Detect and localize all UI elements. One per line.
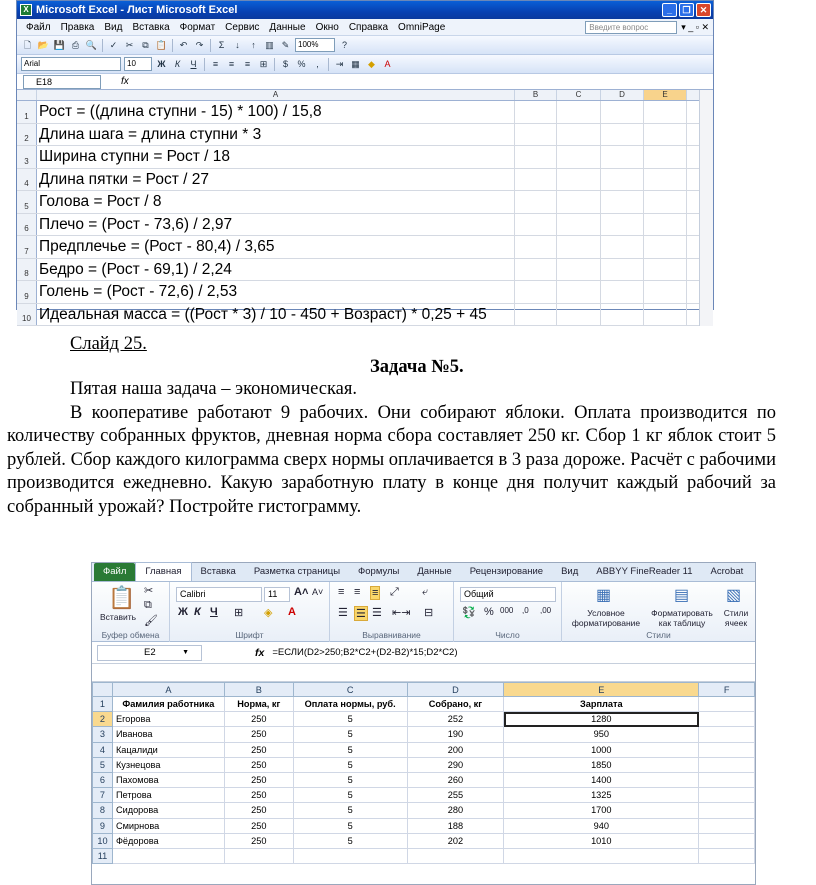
cell[interactable]: 5 bbox=[293, 772, 407, 787]
chevron-down-icon[interactable]: ▼ bbox=[182, 648, 189, 656]
fx-icon[interactable]: fx bbox=[121, 76, 129, 87]
format-painter-icon[interactable]: 🖌 bbox=[144, 615, 158, 627]
col-header-d[interactable]: D bbox=[601, 90, 644, 100]
cell[interactable]: 5 bbox=[293, 742, 407, 757]
group-label: Число bbox=[495, 630, 520, 640]
row-number[interactable]: 5 bbox=[17, 191, 37, 213]
borders-icon[interactable]: ⊞ bbox=[234, 607, 244, 619]
table-row bbox=[17, 214, 713, 237]
underline-icon[interactable]: Ч bbox=[210, 606, 218, 618]
col-header-b[interactable]: B bbox=[515, 90, 557, 100]
header-cell[interactable]: Норма, кг bbox=[224, 697, 293, 712]
maximize-button[interactable]: ❐ bbox=[679, 3, 694, 17]
paragraph-intro: Пятая наша задача – экономическая. bbox=[70, 379, 358, 399]
sheet-grid bbox=[17, 90, 713, 326]
align-left-icon[interactable]: ☰ bbox=[338, 607, 348, 619]
cell[interactable]: 188 bbox=[407, 818, 504, 833]
name-box[interactable]: E18 bbox=[23, 75, 101, 89]
sheet-grid bbox=[92, 682, 755, 864]
tab-data[interactable]: Данные bbox=[417, 566, 452, 577]
select-all-corner[interactable] bbox=[93, 683, 113, 697]
redo-icon[interactable]: ↷ bbox=[195, 39, 204, 50]
number-format-select[interactable]: Общий bbox=[460, 587, 556, 602]
row-number[interactable]: 7 bbox=[17, 236, 37, 258]
cell[interactable]: 252 bbox=[407, 712, 504, 727]
bold-icon[interactable]: Ж bbox=[157, 58, 166, 69]
group-styles bbox=[562, 582, 755, 642]
col-header-e[interactable]: E bbox=[644, 90, 687, 100]
format-toolbar bbox=[17, 55, 713, 74]
cell[interactable] bbox=[699, 803, 755, 818]
doc-window-controls[interactable]: ▾ _ ▫ ✕ bbox=[681, 21, 709, 32]
chart-icon[interactable]: ▥ bbox=[265, 39, 274, 50]
help-icon[interactable]: ? bbox=[341, 39, 347, 50]
cell[interactable] bbox=[112, 848, 224, 863]
font-select[interactable]: Arial bbox=[21, 57, 121, 71]
col-header-b[interactable]: B bbox=[224, 683, 293, 697]
menu-tools[interactable]: Сервис bbox=[225, 21, 260, 33]
cell[interactable]: 1700 bbox=[504, 803, 699, 818]
increase-decimal-icon[interactable]: ,0 bbox=[522, 606, 529, 615]
cell[interactable] bbox=[224, 848, 293, 863]
cell[interactable]: Кацалиди bbox=[112, 742, 224, 757]
sort-desc-icon[interactable]: ↑ bbox=[251, 39, 256, 50]
decrease-decimal-icon[interactable]: ,00 bbox=[540, 606, 552, 615]
cell[interactable]: 250 bbox=[224, 727, 293, 742]
header-cell[interactable]: Оплата нормы, руб. bbox=[293, 697, 407, 712]
cell[interactable]: 250 bbox=[224, 833, 293, 848]
tab-page-layout[interactable]: Разметка страницы bbox=[253, 566, 341, 577]
cell[interactable]: 940 bbox=[504, 818, 699, 833]
cell[interactable]: 5 bbox=[293, 803, 407, 818]
cell[interactable]: 250 bbox=[224, 772, 293, 787]
col-header-c[interactable]: C bbox=[293, 683, 407, 697]
fill-color-icon[interactable]: ◆ bbox=[368, 58, 375, 69]
group-label: Выравнивание bbox=[362, 630, 421, 640]
table-row bbox=[17, 146, 713, 169]
col-header-e[interactable]: E bbox=[504, 683, 699, 697]
excel-2010-window bbox=[91, 562, 756, 885]
cell-styles-icon[interactable]: ▧ bbox=[726, 587, 742, 604]
cell[interactable]: Смирнова bbox=[112, 818, 224, 833]
paste-button[interactable]: Вставить bbox=[100, 612, 137, 622]
excel-2003-window bbox=[16, 0, 714, 323]
cell[interactable] bbox=[699, 727, 755, 742]
col-header-f[interactable]: F bbox=[699, 683, 755, 697]
new-icon[interactable]: 🗋 bbox=[23, 39, 32, 50]
cell[interactable]: Идеальная масса = ((Рост * 3) / 10 - 450 + Возраст) * 0,25 + 45 bbox=[37, 304, 515, 326]
select-all-corner[interactable] bbox=[17, 90, 37, 100]
col-header-c[interactable]: C bbox=[557, 90, 601, 100]
name-box-value: E2 bbox=[144, 646, 156, 658]
cell[interactable] bbox=[699, 697, 755, 712]
tab-view[interactable]: Вид bbox=[561, 566, 579, 577]
tab-insert[interactable]: Вставка bbox=[200, 566, 236, 577]
cell[interactable]: 5 bbox=[293, 712, 407, 727]
cell[interactable]: Бедро = (Рост - 69,1) / 2,24 bbox=[37, 259, 515, 281]
row-number[interactable]: 1 bbox=[93, 697, 113, 712]
align-bottom-icon[interactable]: ≡ bbox=[372, 587, 379, 599]
table-row bbox=[17, 304, 713, 327]
menu-data[interactable]: Данные bbox=[269, 21, 306, 33]
cell[interactable]: 250 bbox=[224, 742, 293, 757]
task-title: Задача №5. bbox=[370, 357, 464, 377]
cell[interactable]: 250 bbox=[224, 788, 293, 803]
table-row bbox=[17, 124, 713, 147]
col-header-a[interactable]: A bbox=[112, 683, 224, 697]
column-headers bbox=[93, 683, 755, 697]
title-bar bbox=[17, 1, 713, 19]
row-number[interactable]: 8 bbox=[17, 259, 37, 281]
shrink-font-icon[interactable]: A˅ bbox=[312, 587, 324, 597]
slide-label: Слайд 25. bbox=[70, 334, 147, 354]
cell[interactable]: Длина шага = длина ступни * 3 bbox=[37, 124, 515, 146]
paragraph-problem: В кооперативе работают 9 рабочих. Они собирают яблоки. Оплата производится по количеству собранных фруктов, дневная норма сбора составляет 250 кг. Сбор 1 кг яблок стоит 5 рублей. Сбор каждого килограмма сверх нормы оплачивается в 3 раза дороже. Расчёт с рабочими производится ежедневно. Какую заработную плату в конце дня получит каждый рабочий за собранный урожай? Постройте гистограмму. bbox=[7, 403, 776, 517]
group-font bbox=[170, 582, 330, 642]
row-number[interactable]: 6 bbox=[93, 772, 113, 787]
row-number[interactable]: 2 bbox=[93, 712, 113, 727]
group-clipboard bbox=[92, 582, 170, 642]
paste-icon[interactable]: 📋 bbox=[155, 39, 168, 50]
table-row bbox=[17, 281, 713, 304]
cell[interactable]: 250 bbox=[224, 803, 293, 818]
cell[interactable] bbox=[699, 772, 755, 787]
tab-file[interactable]: Файл bbox=[94, 563, 135, 581]
formula-bar-expanded bbox=[92, 664, 755, 682]
cell[interactable]: Пахомова bbox=[112, 772, 224, 787]
cell[interactable]: 1850 bbox=[504, 757, 699, 772]
cell[interactable]: Плечо = (Рост - 73,6) / 2,97 bbox=[37, 214, 515, 236]
font-color-icon[interactable]: A bbox=[384, 58, 391, 69]
cut-icon[interactable]: ✂ bbox=[125, 39, 134, 50]
open-icon[interactable]: 📂 bbox=[37, 39, 50, 50]
menu-file[interactable]: Файл bbox=[26, 21, 51, 33]
tab-acrobat[interactable]: Acrobat bbox=[710, 566, 744, 577]
cell[interactable]: 280 bbox=[407, 803, 504, 818]
cell[interactable] bbox=[699, 848, 755, 863]
header-cell[interactable]: Собрано, кг bbox=[407, 697, 504, 712]
zoom-select[interactable]: 100% bbox=[295, 38, 335, 52]
menu-omnipage[interactable]: OmniPage bbox=[398, 21, 446, 33]
cell[interactable] bbox=[293, 848, 407, 863]
table-row bbox=[17, 236, 713, 259]
paste-icon[interactable]: 📋 bbox=[108, 585, 136, 610]
menu-view[interactable]: Вид bbox=[104, 21, 123, 33]
cell[interactable] bbox=[699, 818, 755, 833]
header-cell[interactable]: Зарплата bbox=[504, 697, 699, 712]
tab-abbyy[interactable]: ABBYY FineReader 11 bbox=[596, 566, 693, 577]
cell[interactable]: Петрова bbox=[112, 788, 224, 803]
table-row bbox=[93, 833, 755, 848]
italic-icon[interactable]: К bbox=[174, 58, 181, 69]
rows bbox=[17, 101, 713, 326]
copy-icon[interactable]: ⧉ bbox=[144, 599, 152, 611]
formula-bar bbox=[92, 642, 755, 664]
table-row bbox=[93, 772, 755, 787]
orientation-icon[interactable]: ⤢ bbox=[390, 586, 399, 598]
format-table-icon[interactable]: ▤ bbox=[674, 587, 690, 604]
row-number[interactable]: 9 bbox=[93, 818, 113, 833]
row-number[interactable]: 3 bbox=[17, 146, 37, 168]
table-row bbox=[93, 757, 755, 772]
cut-icon[interactable]: ✂ bbox=[144, 585, 154, 597]
tab-formulas[interactable]: Формулы bbox=[358, 566, 400, 577]
row-number[interactable]: 5 bbox=[93, 757, 113, 772]
cell[interactable]: 255 bbox=[407, 788, 504, 803]
thousands-icon[interactable]: 000 bbox=[500, 606, 514, 615]
cell[interactable]: Сидорова bbox=[112, 803, 224, 818]
percent-icon[interactable]: % bbox=[484, 606, 494, 618]
italic-icon[interactable]: К bbox=[194, 606, 201, 618]
cell[interactable]: 950 bbox=[504, 727, 699, 742]
cell[interactable] bbox=[699, 757, 755, 772]
merge-icon[interactable]: ⊞ bbox=[259, 58, 268, 69]
cell[interactable]: 200 bbox=[407, 742, 504, 757]
align-top-icon[interactable]: ≡ bbox=[338, 586, 345, 598]
grow-font-icon[interactable]: A˄ bbox=[294, 586, 309, 598]
align-middle-icon[interactable]: ≡ bbox=[354, 586, 361, 598]
menu-window[interactable]: Окно bbox=[315, 21, 339, 33]
table-row bbox=[93, 848, 755, 863]
cell[interactable]: Предплечье = (Рост - 80,4) / 3,65 bbox=[37, 236, 515, 258]
ribbon bbox=[92, 582, 755, 642]
cell-styles-button[interactable]: Стили ячеек bbox=[723, 608, 749, 628]
window-title: Microsoft Excel - Лист Microsoft Excel bbox=[36, 4, 238, 16]
menu-help[interactable]: Справка bbox=[348, 21, 389, 33]
cell[interactable]: 250 bbox=[224, 757, 293, 772]
fill-color-icon[interactable]: ◈ bbox=[264, 607, 273, 619]
cell[interactable]: 290 bbox=[407, 757, 504, 772]
font-size-select[interactable]: 10 bbox=[124, 57, 152, 71]
row-number[interactable]: 4 bbox=[93, 742, 113, 757]
cell[interactable]: 5 bbox=[293, 818, 407, 833]
table-row bbox=[17, 259, 713, 282]
standard-toolbar bbox=[17, 36, 713, 55]
formula-bar bbox=[17, 74, 713, 90]
cell[interactable] bbox=[699, 788, 755, 803]
row-number[interactable]: 7 bbox=[93, 788, 113, 803]
excel-icon: X bbox=[20, 4, 32, 16]
table-row bbox=[17, 101, 713, 124]
cell[interactable]: Фёдорова bbox=[112, 833, 224, 848]
cell[interactable]: 5 bbox=[293, 757, 407, 772]
print-icon[interactable]: ⎙ bbox=[71, 39, 80, 50]
table-row bbox=[93, 727, 755, 742]
percent-icon[interactable]: % bbox=[297, 58, 306, 69]
cell[interactable]: 202 bbox=[407, 833, 504, 848]
currency-icon[interactable]: 💱 bbox=[462, 607, 476, 619]
cell[interactable]: 5 bbox=[293, 727, 407, 742]
cell[interactable]: 1325 bbox=[504, 788, 699, 803]
copy-icon[interactable]: ⧉ bbox=[142, 39, 149, 50]
minimize-button[interactable]: _ bbox=[662, 3, 677, 17]
group-number bbox=[454, 582, 562, 642]
row-number[interactable]: 4 bbox=[17, 169, 37, 191]
column-headers bbox=[17, 90, 713, 101]
align-right-icon[interactable]: ≡ bbox=[244, 58, 251, 69]
table-row bbox=[93, 803, 755, 818]
drawing-icon[interactable]: ✎ bbox=[281, 39, 290, 50]
tab-review[interactable]: Рецензирование bbox=[469, 566, 544, 577]
cell[interactable]: 1010 bbox=[504, 833, 699, 848]
borders-icon[interactable]: ▦ bbox=[351, 58, 360, 69]
cell[interactable]: 5 bbox=[293, 833, 407, 848]
row-number[interactable]: 10 bbox=[17, 304, 37, 326]
header-row bbox=[93, 697, 755, 712]
fx-icon[interactable]: fx bbox=[255, 646, 265, 659]
row-number[interactable]: 8 bbox=[93, 803, 113, 818]
table-row bbox=[93, 742, 755, 757]
cell[interactable] bbox=[699, 742, 755, 757]
cell[interactable]: 5 bbox=[293, 788, 407, 803]
row-number[interactable]: 3 bbox=[93, 727, 113, 742]
group-label: Буфер обмена bbox=[101, 630, 160, 640]
wrap-text-icon[interactable]: ⤶ bbox=[422, 586, 429, 598]
font-size-select[interactable]: 11 bbox=[264, 587, 290, 602]
indent-icon[interactable]: ⇥ bbox=[335, 58, 344, 69]
close-button[interactable]: ✕ bbox=[696, 3, 711, 17]
preview-icon[interactable]: 🔍 bbox=[85, 39, 98, 50]
row-number[interactable]: 9 bbox=[17, 281, 37, 303]
cell[interactable]: Иванова bbox=[112, 727, 224, 742]
table-row bbox=[93, 712, 755, 727]
bold-icon[interactable]: Ж bbox=[178, 606, 188, 618]
row-number[interactable]: 10 bbox=[93, 833, 113, 848]
menu-edit[interactable]: Правка bbox=[60, 21, 95, 33]
name-box[interactable] bbox=[97, 645, 202, 661]
align-right-icon[interactable]: ☰ bbox=[372, 607, 382, 619]
cell[interactable] bbox=[699, 712, 755, 727]
conditional-format-button[interactable]: Условное форматирование bbox=[571, 608, 641, 628]
group-alignment bbox=[330, 582, 454, 642]
align-center-icon[interactable]: ☰ bbox=[356, 608, 366, 620]
indent-icon[interactable]: ⇤⇥ bbox=[392, 607, 411, 619]
table-row bbox=[17, 169, 713, 192]
formula-input[interactable]: =ЕСЛИ(D2>250;B2*C2+(D2-B2)*15;D2*C2) bbox=[272, 647, 458, 658]
cell[interactable]: 260 bbox=[407, 772, 504, 787]
row-number[interactable]: 2 bbox=[17, 124, 37, 146]
menu-bar bbox=[17, 19, 713, 36]
format-as-table-button[interactable]: Форматировать как таблицу bbox=[651, 608, 713, 628]
ribbon-tabs bbox=[92, 563, 755, 582]
merge-icon[interactable]: ⊟ bbox=[424, 607, 434, 619]
conditional-format-icon[interactable]: ▦ bbox=[596, 587, 612, 604]
row-number[interactable]: 11 bbox=[93, 848, 113, 863]
question-input[interactable]: Введите вопрос bbox=[585, 21, 677, 34]
menu-insert[interactable]: Вставка bbox=[132, 21, 170, 33]
undo-icon[interactable]: ↶ bbox=[179, 39, 188, 50]
cell[interactable]: Егорова bbox=[112, 712, 224, 727]
cell[interactable]: 250 bbox=[224, 712, 293, 727]
cell[interactable]: Длина пятки = Рост / 27 bbox=[37, 169, 515, 191]
sort-asc-icon[interactable]: ↓ bbox=[235, 39, 240, 50]
cell[interactable]: Рост = ((длина ступни - 15) * 100) / 15,8 bbox=[37, 101, 515, 123]
table-row bbox=[17, 191, 713, 214]
save-icon[interactable]: 💾 bbox=[53, 39, 66, 50]
spell-icon[interactable]: ✓ bbox=[109, 39, 118, 50]
row-number[interactable]: 6 bbox=[17, 214, 37, 236]
cell[interactable]: Голень = (Рост - 72,6) / 2,53 bbox=[37, 281, 515, 303]
col-header-a[interactable]: A bbox=[37, 90, 515, 100]
currency-icon[interactable]: $ bbox=[282, 58, 288, 69]
cell[interactable] bbox=[504, 848, 699, 863]
font-color-icon[interactable]: A bbox=[288, 606, 296, 618]
cell[interactable]: 1000 bbox=[504, 742, 699, 757]
cell[interactable]: 1400 bbox=[504, 772, 699, 787]
table-row bbox=[93, 788, 755, 803]
header-cell[interactable]: Фамилия работника bbox=[112, 697, 224, 712]
col-header-d[interactable]: D bbox=[407, 683, 504, 697]
row-number[interactable]: 1 bbox=[17, 101, 37, 123]
autosum-icon[interactable]: Σ bbox=[218, 39, 225, 50]
cell[interactable] bbox=[407, 848, 504, 863]
align-center-icon[interactable]: ≡ bbox=[228, 58, 235, 69]
cell[interactable]: Ширина ступни = Рост / 18 bbox=[37, 146, 515, 168]
align-left-icon[interactable]: ≡ bbox=[212, 58, 219, 69]
table-row bbox=[93, 818, 755, 833]
cell[interactable] bbox=[699, 833, 755, 848]
thousands-icon[interactable]: , bbox=[316, 58, 319, 69]
group-label: Стили bbox=[646, 630, 671, 640]
vertical-scrollbar[interactable] bbox=[699, 90, 713, 326]
active-cell[interactable]: 1280 bbox=[504, 712, 699, 727]
cell[interactable]: Голова = Рост / 8 bbox=[37, 191, 515, 213]
menu-format[interactable]: Формат bbox=[179, 21, 216, 33]
cell[interactable]: 190 bbox=[407, 727, 504, 742]
underline-icon[interactable]: Ч bbox=[190, 58, 197, 69]
group-label: Шрифт bbox=[235, 630, 264, 640]
font-select[interactable]: Calibri bbox=[176, 587, 262, 602]
cell[interactable]: 250 bbox=[224, 818, 293, 833]
cell[interactable]: Кузнецова bbox=[112, 757, 224, 772]
tab-home[interactable]: Главная bbox=[135, 562, 191, 581]
